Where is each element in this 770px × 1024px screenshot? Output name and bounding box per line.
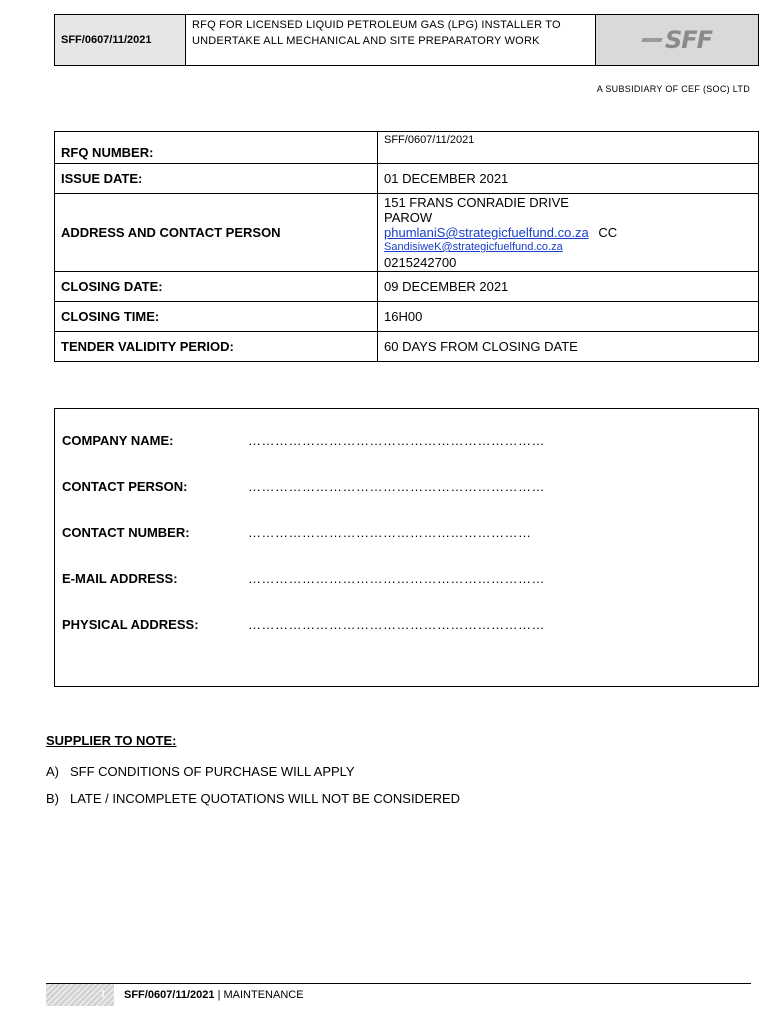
closing-date-label: CLOSING DATE: bbox=[55, 272, 378, 302]
footer-separator: | bbox=[214, 989, 224, 1001]
note-text: LATE / INCOMPLETE QUOTATIONS WILL NOT BE CONSIDERED bbox=[70, 791, 461, 806]
physical-address-label: PHYSICAL ADDRESS: bbox=[62, 617, 199, 632]
header-reference: SFF/0607/11/2021 bbox=[55, 15, 186, 65]
company-details-box bbox=[54, 408, 759, 687]
validity-label: TENDER VALIDITY PERIOD: bbox=[55, 332, 378, 362]
footer-section: MAINTENANCE bbox=[223, 989, 304, 1001]
note-item bbox=[46, 791, 460, 806]
page-number: 1 bbox=[46, 984, 114, 1006]
contact-person-field[interactable]: ………………………………………………………… bbox=[248, 479, 545, 494]
contact-number-label: CONTACT NUMBER: bbox=[62, 525, 190, 540]
email-link-primary[interactable]: phumlaniS@strategicfuelfund.co.za bbox=[384, 225, 589, 240]
sff-logo bbox=[596, 15, 758, 65]
footer-text bbox=[124, 989, 304, 1001]
footer-reference: SFF/0607/11/2021 bbox=[124, 989, 215, 1001]
header-title-line2: UNDERTAKE ALL MECHANICAL AND SITE PREPARATORY WORK bbox=[192, 35, 540, 47]
header-title-line1: RFQ FOR LICENSED LIQUID PETROLEUM GAS (LPG) INSTALLER TO bbox=[192, 19, 561, 31]
footer-divider bbox=[46, 983, 751, 984]
closing-time-label: CLOSING TIME: bbox=[55, 302, 378, 332]
closing-time-value: 16H00 bbox=[378, 302, 759, 332]
rfq-info-table bbox=[54, 131, 759, 362]
address-line2: PAROW bbox=[384, 210, 433, 225]
table-row bbox=[55, 164, 759, 194]
subsidiary-text: A SUBSIDIARY OF CEF (SOC) LTD bbox=[596, 84, 750, 94]
table-row bbox=[55, 194, 759, 272]
contact-person-label: CONTACT PERSON: bbox=[62, 479, 188, 494]
table-row bbox=[55, 272, 759, 302]
physical-address-field[interactable]: ………………………………………………………… bbox=[248, 617, 545, 632]
validity-value: 60 DAYS FROM CLOSING DATE bbox=[378, 332, 759, 362]
rfq-number-value: SFF/0607/11/2021 bbox=[378, 132, 759, 164]
cc-text: CC bbox=[598, 225, 618, 240]
logo-text: SFF bbox=[664, 26, 713, 54]
table-row bbox=[55, 332, 759, 362]
email-address-field[interactable]: ………………………………………………………… bbox=[248, 571, 545, 586]
email-link-secondary[interactable]: SandisiweK@strategicfuelfund.co.za bbox=[384, 241, 563, 253]
table-row bbox=[55, 132, 759, 164]
phone-number: 0215242700 bbox=[384, 255, 457, 270]
table-row bbox=[55, 302, 759, 332]
address-cell bbox=[378, 194, 759, 272]
address-line1: 151 FRANS CONRADIE DRIVE bbox=[384, 195, 569, 210]
note-letter: B) bbox=[46, 791, 59, 806]
header-title bbox=[186, 15, 596, 65]
contact-email-row bbox=[384, 225, 752, 240]
email-address-label: E-MAIL ADDRESS: bbox=[62, 571, 178, 586]
note-item bbox=[46, 764, 355, 779]
closing-date-value: 09 DECEMBER 2021 bbox=[378, 272, 759, 302]
note-letter: A) bbox=[46, 764, 59, 779]
rfq-number-label: RFQ NUMBER: bbox=[55, 132, 378, 164]
company-name-label: COMPANY NAME: bbox=[62, 433, 174, 448]
note-text: SFF CONDITIONS OF PURCHASE WILL APPLY bbox=[70, 764, 355, 779]
issue-date-label: ISSUE DATE: bbox=[55, 164, 378, 194]
document-header bbox=[54, 14, 759, 66]
supplier-note-title: SUPPLIER TO NOTE: bbox=[46, 733, 177, 748]
contact-number-field[interactable]: ……………………………………………………… bbox=[248, 525, 532, 540]
company-name-field[interactable]: ………………………………………………………… bbox=[248, 433, 545, 448]
logo-dash-icon bbox=[641, 38, 662, 42]
issue-date-value: 01 DECEMBER 2021 bbox=[378, 164, 759, 194]
address-label: ADDRESS AND CONTACT PERSON bbox=[55, 194, 378, 272]
